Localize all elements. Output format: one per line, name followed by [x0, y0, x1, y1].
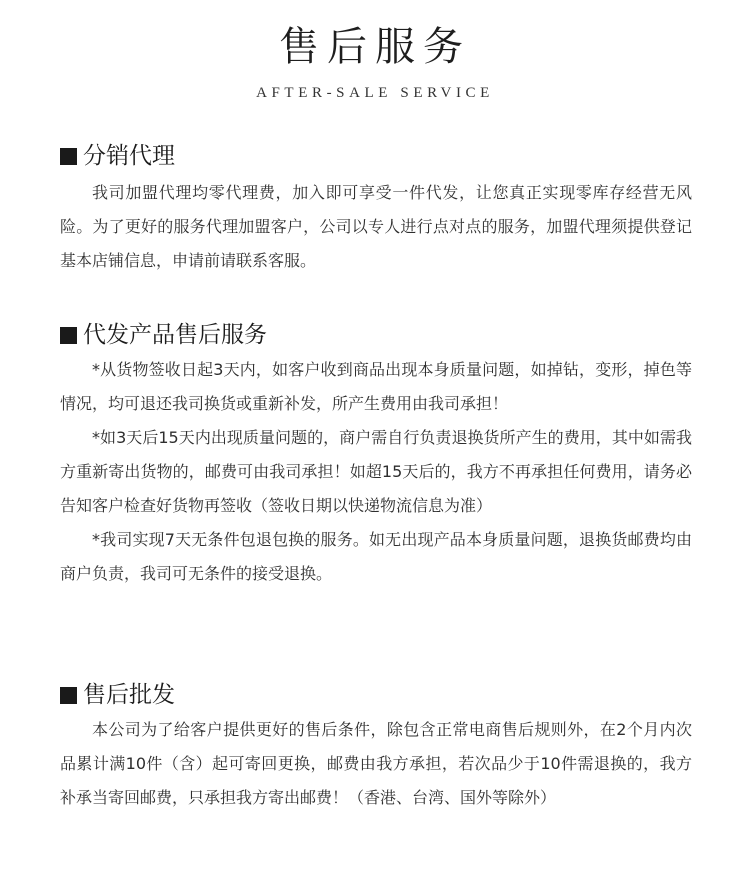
section-wholesale-after-sale: [60, 680, 692, 815]
section-paragraph: 本公司为了给客户提供更好的售后条件，除包含正常电商售后规则外，在2个月内次品累计满10件（含）起可寄回更换，邮费由我方承担，若次品少于10件需退换的，我方补承当寄回邮费，只承担我方寄出邮费！（香港、台湾、国外等除外）: [60, 720, 692, 807]
square-bullet-icon: [60, 327, 77, 344]
page-subtitle: AFTER-SALE SERVICE: [256, 85, 494, 101]
page-title: 售后服务: [279, 24, 471, 70]
square-bullet-icon: [60, 687, 77, 704]
section-paragraph: *从货物签收日起3天内，如客户收到商品出现本身质量问题，如掉钻，变形，掉色等情况，均可退还我司换货或重新补发，所产生费用由我司承担！: [60, 360, 692, 413]
section-paragraph: 我司加盟代理均零代理费，加入即可享受一件代发，让您真正实现零库存经营无风险。为了更好的服务代理加盟客户，公司以专人进行点对点的服务，加盟代理须提供登记基本店铺信息，申请前请联系客服。: [60, 183, 692, 270]
section-heading: [60, 141, 692, 171]
section-heading-text: 代发产品售后服务: [83, 322, 267, 348]
section-heading: [60, 320, 692, 350]
section-paragraph: *如3天后15天内出现质量问题的，商户需自行负责退换货所产生的费用，其中如需我方重新寄出货物的，邮费可由我司承担！如超15天后的，我方不再承担任何费用，请务必告知客户检查好货物再签收（签收日期以快递物流信息为准）: [60, 428, 692, 515]
section-heading: [60, 680, 692, 710]
section-heading-text: 售后批发: [83, 682, 175, 708]
section-paragraph: *我司实现7天无条件包退包换的服务。如无出现产品本身质量问题，退换货邮费均由商户负责，我司可无条件的接受退换。: [60, 530, 692, 583]
section-distribution-agency: [60, 141, 692, 278]
section-dropship-after-sale: [60, 320, 692, 591]
square-bullet-icon: [60, 148, 77, 165]
section-heading-text: 分销代理: [83, 143, 175, 169]
